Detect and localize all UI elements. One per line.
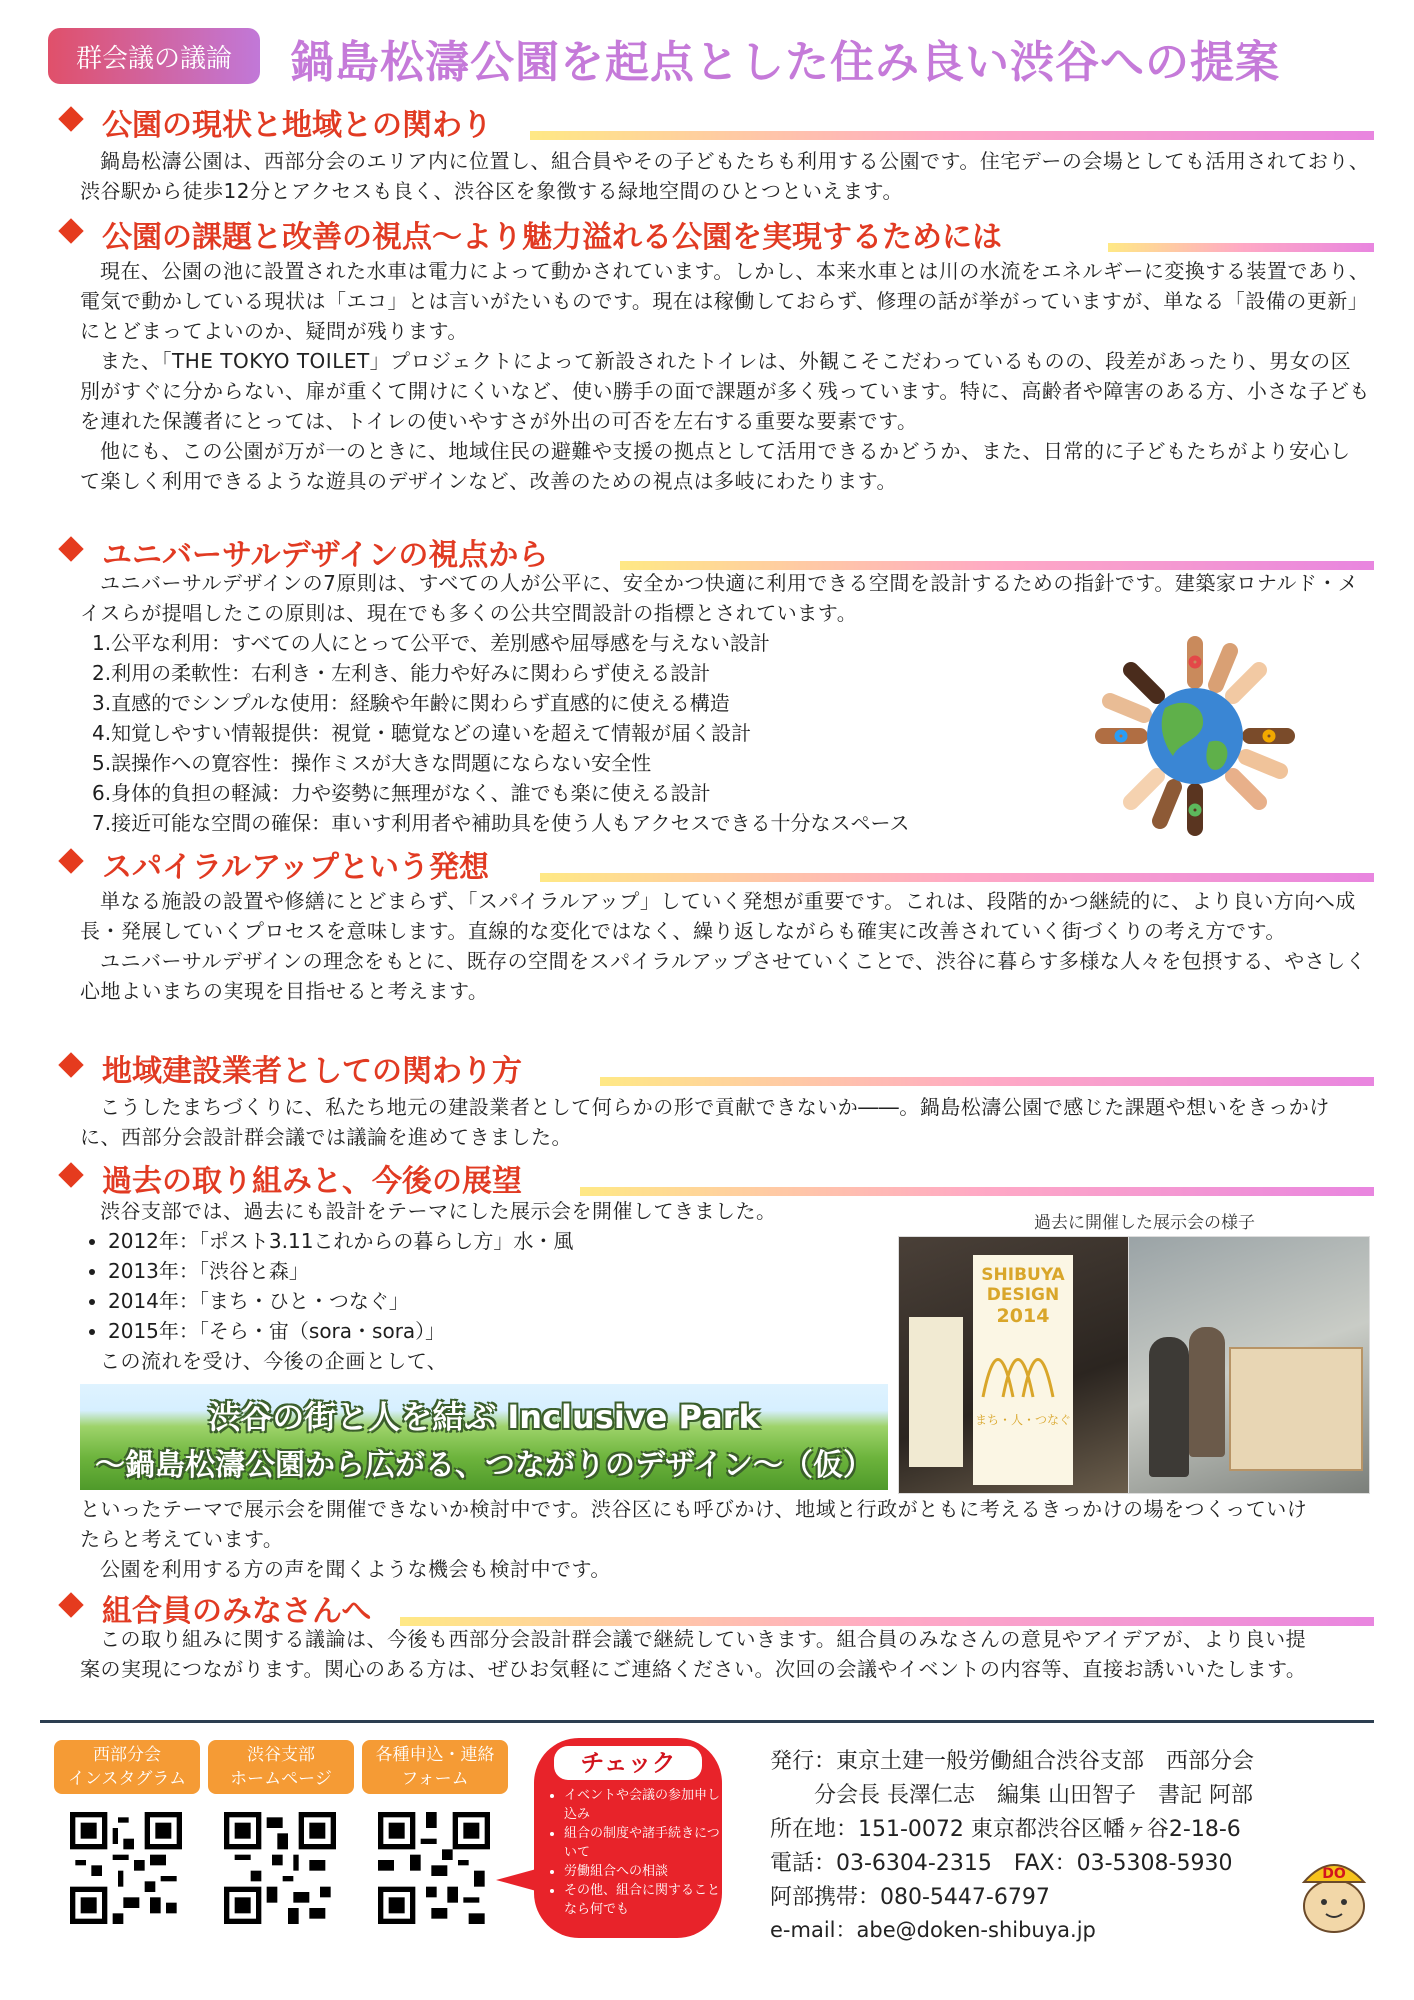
category-tag: 群会議の議論 bbox=[48, 28, 260, 84]
section-heading-text: スパイラルアップという発想 bbox=[102, 850, 489, 885]
section-heading-spiral-up bbox=[60, 842, 1374, 885]
heading-underline bbox=[530, 131, 1374, 140]
phone-fax-line: 電話：03-6304-2315 FAX：03-5308-5930 bbox=[770, 1851, 1233, 1876]
check-balloon bbox=[534, 1738, 722, 1938]
visitor bbox=[1149, 1337, 1189, 1477]
section-body bbox=[80, 1624, 1320, 1684]
heading-underline bbox=[600, 1077, 1374, 1086]
diamond-icon bbox=[58, 848, 83, 873]
section-intro bbox=[80, 1196, 860, 1226]
section-lead bbox=[80, 1346, 860, 1376]
qr-label-instagram[interactable] bbox=[54, 1740, 200, 1794]
footer-divider bbox=[40, 1720, 1374, 1723]
list-item: • その他、組合に関することなら何でも bbox=[564, 1881, 730, 1919]
globe-hands-illustration bbox=[1090, 636, 1300, 836]
diamond-icon bbox=[58, 106, 83, 131]
exhibition-history-list bbox=[80, 1226, 573, 1346]
paragraph: 現在、公園の池に設置された水車は電力によって動かされています。しかし、本来水車とは川の水流をエネルギーに変換する装置であり、電気で動かしている現状は「エコ」とは言いがたいものです。現在は稼働しておらず、修理の話が挙がっていますが、単なる「設備の更新」にとどまってよいのか、疑問が残ります。 bbox=[80, 259, 1370, 343]
qr-label-form[interactable] bbox=[362, 1740, 508, 1794]
list-item: • 2015年：「そら・宙（sora・sora）」 bbox=[108, 1316, 573, 1346]
paragraph: ユニバーサルデザインの7原則は、すべての人が公平に、安全かつ快適に利用できる空間を設計するための指針です。建築家ロナルド・メイスらが提唱したこの原則は、現在でも多くの公共空間設計の指標とされています。 bbox=[80, 571, 1359, 625]
qr-code-form[interactable] bbox=[378, 1812, 490, 1924]
section-heading-to-members bbox=[60, 1586, 1374, 1629]
list-item: 1.公平な利用：すべての人にとって公平で、差別感や屈辱感を与えない設計 bbox=[92, 631, 770, 655]
paragraph: 公園を利用する方の声を聞くような機会も検討中です。 bbox=[100, 1557, 611, 1581]
wood-model bbox=[1229, 1347, 1363, 1471]
banner-line-2: 〜鍋島松濤公園から広がる、つながりのデザイン〜（仮） bbox=[95, 1448, 873, 1483]
photo-caption: 過去に開催した展示会の様子 bbox=[1034, 1213, 1255, 1233]
publisher-line: 発行：東京土建一般労働組合渋谷支部 西部分会 bbox=[770, 1749, 1255, 1774]
mascot-helmet-text: DO bbox=[1322, 1866, 1346, 1882]
heading-underline bbox=[580, 1187, 1374, 1196]
check-title: チェック bbox=[554, 1746, 702, 1780]
list-item: • イベントや会議の参加申し込み bbox=[564, 1786, 730, 1824]
check-list bbox=[550, 1786, 730, 1919]
page-title: 鍋島松濤公園を起点とした住み良い渋谷への提案 bbox=[290, 37, 1280, 88]
section-body bbox=[80, 1494, 1320, 1584]
exhibition-photo-poster bbox=[898, 1236, 1130, 1494]
paragraph: 鍋島松濤公園は、西部分会のエリア内に位置し、組合員やその子どもたちも利用する公園です。住宅デーの会場としても活用されており、渋谷駅から徒歩12分とアクセスも良く、渋谷区を象徴する緑地空間のひとつといえます。 bbox=[80, 149, 1370, 203]
poster-graphic bbox=[973, 1327, 1073, 1407]
paragraph: この取り組みに関する議論は、今後も西部分会設計群会議で継続していきます。組合員のみなさんの意見やアイデアが、より良い提案の実現につながります。関心のある方は、ぜひお気軽にご連絡ください。次回の会議やイベントの内容等、直接お誘いいたします。 bbox=[80, 1627, 1307, 1681]
diamond-icon bbox=[58, 536, 83, 561]
exhibition-photo-models bbox=[1128, 1236, 1370, 1494]
heading-underline bbox=[1108, 243, 1374, 252]
section-heading-issues bbox=[60, 212, 1374, 255]
list-item: 5.誤操作への寛容性：操作ミスが大きな問題にならない安全性 bbox=[92, 751, 652, 775]
banner-line-1: 渋谷の街と人を結ぶ Inclusive Park bbox=[208, 1398, 760, 1436]
section-heading-text: ユニバーサルデザインの視点から bbox=[102, 538, 549, 573]
poster bbox=[973, 1255, 1073, 1485]
qr-label-text: 各種申込・連絡 フォーム bbox=[375, 1745, 495, 1789]
address-line: 所在地：151-0072 東京都渋谷区幡ヶ谷2-18-6 bbox=[770, 1817, 1241, 1842]
heading-underline bbox=[540, 873, 1374, 882]
paragraph: この流れを受け、今後の企画として、 bbox=[100, 1349, 448, 1373]
section-heading-text: 公園の現状と地域との関わり bbox=[102, 108, 492, 143]
section-body bbox=[80, 886, 1370, 1006]
section-heading-park-status bbox=[60, 100, 1374, 143]
editor-line: 分会長 長澤仁志 編集 山田智子 書記 阿部 bbox=[770, 1783, 1253, 1808]
section-heading-text: 組合員のみなさんへ bbox=[102, 1594, 372, 1629]
section-body bbox=[80, 146, 1370, 206]
poster-text: まち・人・つなぐ bbox=[974, 1413, 1071, 1427]
list-item: 4.知覚しやすい情報提供：視覚・聴覚などの違いを超えて情報が届く設計 bbox=[92, 721, 752, 745]
mobile-line: 阿部携帯：080-5447-6797 bbox=[770, 1885, 1050, 1910]
list-item: • 2014年：「まち・ひと・つなぐ」 bbox=[108, 1286, 573, 1316]
paragraph: ユニバーサルデザインの理念をもとに、既存の空間をスパイラルアップさせていくことで、渋谷に暮らす多様な人々を包摂する、やさしく心地よいまちの実現を目指せると考えます。 bbox=[80, 949, 1367, 1003]
list-item: 6.身体的負担の軽減：力や姿勢に無理がなく、誰でも楽に使える設計 bbox=[92, 781, 711, 805]
section-heading-text: 地域建設業者としての関わり方 bbox=[102, 1054, 522, 1089]
exhibition-theme-banner bbox=[80, 1384, 888, 1490]
qr-label-homepage[interactable] bbox=[208, 1740, 354, 1794]
section-heading-text: 公園の課題と改善の視点〜より魅力溢れる公園を実現するためには bbox=[102, 220, 1002, 255]
diamond-icon bbox=[58, 1162, 83, 1187]
paragraph: 他にも、この公園が万が一のときに、地域住民の避難や支援の拠点として活用できるかどうか、また、日常的に子どもたちがより安心して楽しく利用できるような遊具のデザインなど、改善のための視点は多岐にわたります。 bbox=[80, 439, 1351, 493]
section-heading-universal-design bbox=[60, 530, 1374, 573]
paragraph: こうしたまちづくりに、私たち地元の建設業者として何らかの形で貢献できないか――。鍋島松濤公園で感じた課題や想いをきっかけに、西部分会設計群会議では議論を進めてきました。 bbox=[80, 1095, 1330, 1149]
poster-text: DESIGN bbox=[986, 1285, 1060, 1305]
list-item: 7.接近可能な空間の確保：車いす利用者や補助具を使う人もアクセスできる十分なスペース bbox=[92, 811, 910, 835]
paragraph: また、「THE TOKYO TOILET」プロジェクトによって新設されたトイレは、外観こそこだわっているものの、段差があったり、男女の区別がすぐに分からない、扉が重くて開けにくいなど、使い勝手の面で課題が多く残っています。特に、高齢者や障害のある方、小さな子どもを連れた保護者にとっては、トイレの使いやすさが外出の可否を左右する重要な要素です。 bbox=[80, 349, 1370, 433]
list-item: 3.直感的でシンプルな使用：経験や年齢に関わらず直感的に使える構造 bbox=[92, 691, 730, 715]
section-heading-text: 過去の取り組みと、今後の展望 bbox=[102, 1164, 522, 1199]
qr-label-text: 西部分会 インスタグラム bbox=[67, 1745, 187, 1789]
principles-list bbox=[92, 628, 909, 838]
diamond-icon bbox=[58, 218, 83, 243]
visitor bbox=[1189, 1327, 1225, 1457]
email-line[interactable]: e-mail：abe@doken-shibuya.jp bbox=[770, 1918, 1096, 1942]
poster-text: SHIBUYA bbox=[981, 1265, 1065, 1285]
list-item: • 労働組合への相談 bbox=[564, 1862, 730, 1881]
diamond-icon bbox=[58, 1592, 83, 1617]
paragraph: 渋谷支部では、過去にも設計をテーマにした展示会を開催してきました。 bbox=[100, 1199, 777, 1223]
list-item: • 2012年：「ポスト3.11これからの暮らし方」水・風 bbox=[108, 1226, 573, 1256]
qr-code-homepage[interactable] bbox=[224, 1812, 336, 1924]
mascot-icon bbox=[1296, 1848, 1372, 1936]
poster-text: 2014 bbox=[996, 1305, 1050, 1327]
list-item: • 組合の制度や諸手続きについて bbox=[564, 1824, 730, 1862]
section-heading-past-and-future bbox=[60, 1156, 1374, 1199]
small-poster bbox=[909, 1317, 963, 1467]
diamond-icon bbox=[58, 1052, 83, 1077]
section-body bbox=[80, 1092, 1370, 1152]
section-body bbox=[80, 256, 1370, 496]
list-item: 2.利用の柔軟性：右利き・左利き、能力や好みに関わらず使える設計 bbox=[92, 661, 711, 685]
qr-code-instagram[interactable] bbox=[70, 1812, 182, 1924]
paragraph: 単なる施設の設置や修繕にとどまらず、「スパイラルアップ」していく発想が重要です。これは、段階的かつ継続的に、より良い方向へ成長・発展していくプロセスを意味します。直線的な変化ではなく、繰り返しながらも確実に改善されていく街づくりの考え方です。 bbox=[80, 889, 1356, 943]
section-body bbox=[80, 568, 1370, 628]
section-heading-local-builders bbox=[60, 1046, 1374, 1089]
paragraph: といったテーマで展示会を開催できないか検討中です。渋谷区にも呼びかけ、地域と行政がともに考えるきっかけの場をつくっていけたらと考えています。 bbox=[80, 1497, 1308, 1551]
qr-label-text: 渋谷支部 ホームページ bbox=[230, 1745, 332, 1789]
list-item: • 2013年：「渋谷と森」 bbox=[108, 1256, 573, 1286]
